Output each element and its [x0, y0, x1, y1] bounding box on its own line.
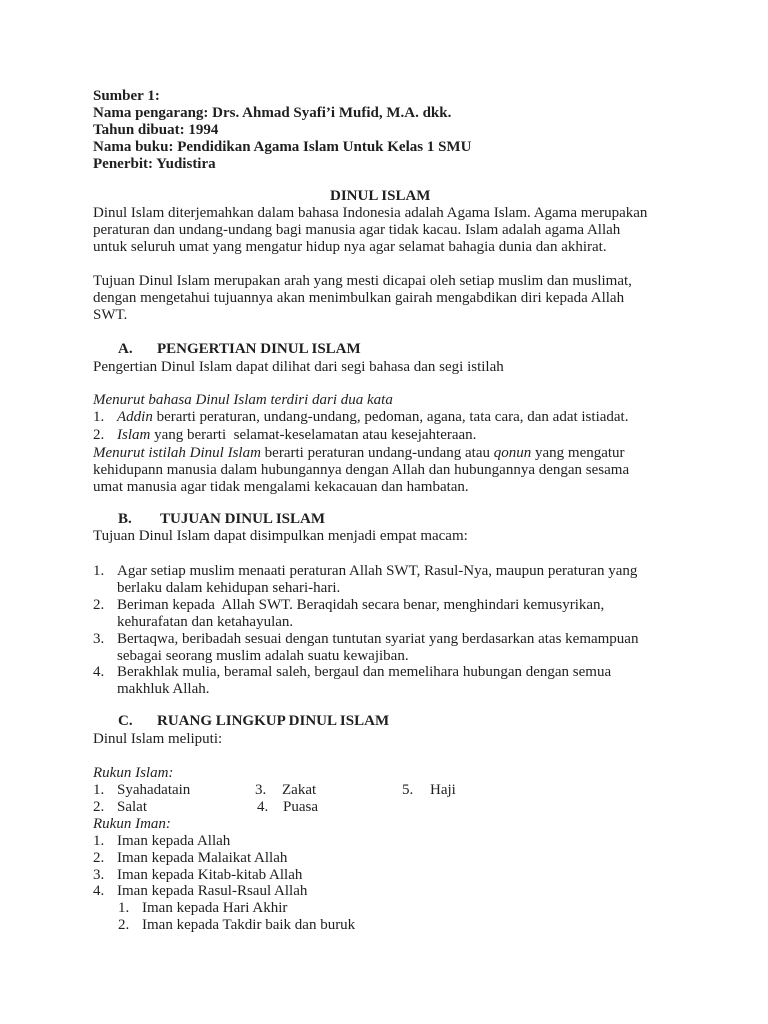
list-item-line: Bertaqwa, beribadah sesuai dengan tuntutan syariat yang berdasarkan atas kemampuan — [117, 631, 639, 647]
tujuan-intro-line: SWT. — [93, 307, 128, 323]
section-b-text: Tujuan Dinul Islam dapat disimpulkan menjadi empat macam: — [93, 528, 468, 544]
section-a-text: Pengertian Dinul Islam dapat dilihat dari segi bahasa dan segi istilah — [93, 359, 504, 375]
istilah-line: umat manusia agar tidak mengalami kekacauan dan hambatan. — [93, 479, 469, 495]
list-number: 2. — [93, 799, 105, 815]
list-number: 1. — [93, 409, 105, 425]
list-item — [93, 427, 693, 444]
source-author: Nama pengarang: Drs. Ahmad Syafi’i Mufid, M.A. dkk. — [93, 105, 452, 121]
list-item-line: kehurafatan dan ketahayulan. — [117, 614, 294, 630]
list-number: 1. — [93, 782, 105, 798]
list-item-line: Berakhlak mulia, beramal saleh, bergaul dan memelihara hubungan dengan semua — [117, 664, 612, 680]
source-label: Sumber 1: — [93, 88, 160, 104]
rukun-islam-label: Rukun Islam: — [93, 765, 174, 781]
section-b-heading: TUJUAN DINUL ISLAM — [160, 511, 326, 527]
list-number: 1. — [93, 833, 105, 849]
qonun-term: qonun — [493, 445, 532, 461]
source-year: Tahun dibuat: 1994 — [93, 122, 219, 138]
list-number: 1. — [93, 563, 105, 579]
definition: berarti peraturan, undang-undang, pedoman, agana, tata cara, dan adat istiadat. — [152, 409, 629, 425]
intro-line: peraturan dan undang-undang bagi manusia agar tidak kacau. Islam adalah agama Allah — [93, 222, 621, 238]
list-number: 2. — [93, 597, 105, 613]
rukun-iman-label: Rukun Iman: — [93, 816, 171, 832]
list-number: 3. — [93, 867, 105, 883]
term: Addin — [117, 409, 153, 425]
rukun-iman-sub-item: Iman kepada Hari Akhir — [142, 900, 288, 916]
list-item-line: sebagai seorang muslim adalah suatu kewajiban. — [117, 648, 409, 664]
intro-line: untuk seluruh umat yang mengatur hidup nya agar selamat bahagia dunia dan akhirat. — [93, 239, 607, 255]
source-publisher: Penerbit: Yudistira — [93, 156, 216, 172]
rukun-iman-sub-item: Iman kepada Takdir baik dan buruk — [142, 917, 356, 933]
section-c-letter: C. — [118, 713, 133, 729]
list-number: 1. — [118, 900, 130, 916]
list-number: 2. — [93, 850, 105, 866]
term: Islam — [117, 427, 151, 443]
istilah-line — [93, 445, 625, 462]
tujuan-intro-line: Tujuan Dinul Islam merupakan arah yang mesti dicapai oleh setiap muslim dan muslimat, — [93, 273, 632, 289]
list-item-line: Beriman kepada Allah SWT. Beraqidah secara benar, menghindari kemusyrikan, — [117, 597, 605, 613]
rukun-islam-item: Salat — [117, 799, 147, 815]
list-number: 2. — [118, 917, 130, 933]
section-b-letter: B. — [118, 511, 132, 527]
source-book: Nama buku: Pendidikan Agama Islam Untuk Kelas 1 SMU — [93, 139, 472, 155]
istilah-text: yang mengatur — [531, 445, 625, 461]
page-title: DINUL ISLAM — [330, 188, 431, 204]
list-number: 5. — [402, 782, 414, 798]
rukun-islam-item: Zakat — [282, 782, 317, 798]
list-number: 4. — [257, 799, 269, 815]
definition: yang berarti selamat-keselamatan atau kesejahteraan. — [150, 427, 477, 443]
list-number: 2. — [93, 427, 105, 443]
list-number: 4. — [93, 664, 105, 680]
list-number: 3. — [255, 782, 267, 798]
list-number: 3. — [93, 631, 105, 647]
list-number: 4. — [93, 883, 105, 899]
list-item-line: makhluk Allah. — [117, 681, 210, 697]
tujuan-intro-line: dengan mengetahui tujuannya akan menimbulkan gairah mengabdikan diri kepada Allah — [93, 290, 625, 306]
rukun-iman-item: Iman kepada Malaikat Allah — [117, 850, 288, 866]
rukun-iman-item: Iman kepada Rasul-Rsaul Allah — [117, 883, 308, 899]
bahasa-intro: Menurut bahasa Dinul Islam terdiri dari dua kata — [93, 392, 393, 408]
istilah-line: kehidupann manusia dalam hubungannya dengan Allah dan hubungannya dengan sesama — [93, 462, 630, 478]
list-item-line: Agar setiap muslim menaati peraturan Allah SWT, Rasul-Nya, maupun peraturan yang — [117, 563, 638, 579]
rukun-islam-item: Puasa — [283, 799, 318, 815]
rukun-iman-item: Iman kepada Allah — [117, 833, 231, 849]
rukun-iman-item: Iman kepada Kitab-kitab Allah — [117, 867, 303, 883]
section-c-heading: RUANG LINGKUP DINUL ISLAM — [157, 713, 390, 729]
rukun-islam-item: Haji — [430, 782, 456, 798]
istilah-text: berarti peraturan undang-undang atau — [260, 445, 494, 461]
intro-line: Dinul Islam diterjemahkan dalam bahasa Indonesia adalah Agama Islam. Agama merupakan — [93, 205, 648, 221]
section-a-letter: A. — [118, 341, 133, 357]
section-a-heading: PENGERTIAN DINUL ISLAM — [157, 341, 361, 357]
list-item-line: berlaku dalam kehidupan sehari-hari. — [117, 580, 341, 596]
istilah-term: Menurut istilah Dinul Islam — [93, 445, 261, 461]
section-c-text: Dinul Islam meliputi: — [93, 731, 223, 747]
rukun-islam-item: Syahadatain — [117, 782, 191, 798]
list-item — [93, 409, 693, 426]
